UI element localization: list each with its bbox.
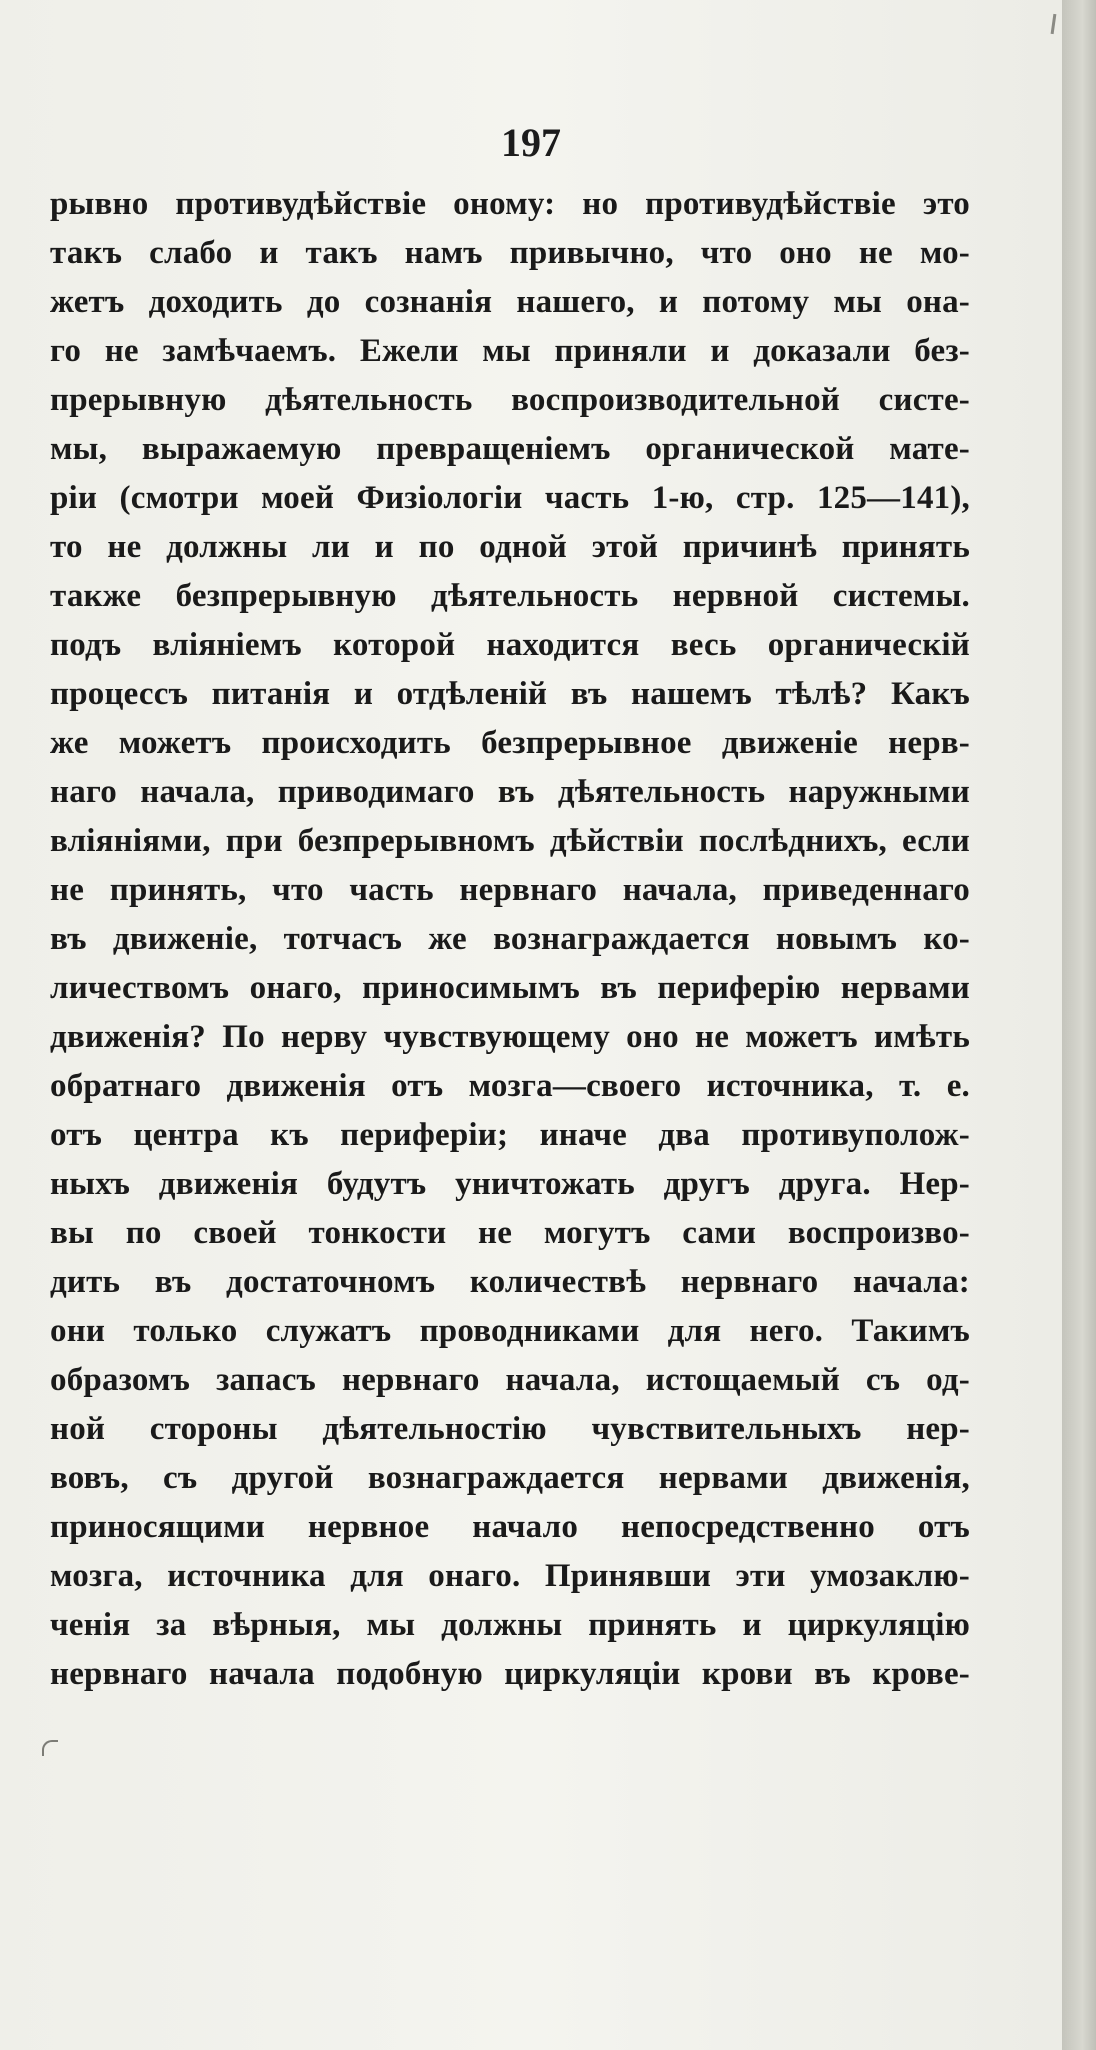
text-line: го не замѣчаемъ. Ежели мы приняли и доказали без- [50, 333, 970, 369]
text-line: ріи (смотри моей Физіологіи часть 1-ю, стр. 125—141), [50, 480, 970, 516]
text-line: образомъ запасъ нервнаго начала, истощаемый съ од- [50, 1362, 970, 1398]
text-line: мы, выражаемую превращеніемъ органической мате- [50, 431, 970, 467]
page-edge [1062, 0, 1096, 2050]
text-line: вы по своей тонкости не могутъ сами воспроизво- [50, 1215, 970, 1251]
text-line: не принять, что часть нервнаго начала, приведеннаго [50, 872, 970, 908]
text-line: ченія за вѣрныя, мы должны принять и циркуляцію [50, 1607, 970, 1643]
text-line: мозга, источника для онаго. Принявши эти умозаклю- [50, 1558, 970, 1594]
text-line: личествомъ онаго, приносимымъ въ периферію нервами [50, 970, 970, 1006]
page-number: 197 [501, 120, 561, 165]
text-line: рывно противудѣйствіе оному: но противудѣйствіе это [50, 186, 970, 222]
text-line: наго начала, приводимаго въ дѣятельность наружными [50, 774, 970, 810]
text-line: нервнаго начала подобную циркуляціи крови въ крове- [50, 1656, 970, 1692]
text-line: жетъ доходить до сознанія нашего, и потому мы она- [50, 284, 970, 320]
text-line: движенія? По нерву чувствующему оно не можетъ имѣть [50, 1019, 970, 1055]
text-line: подъ вліяніемъ которой находится весь органическій [50, 627, 970, 663]
text-line: отъ центра къ периферіи; иначе два противуполож- [50, 1117, 970, 1153]
text-line: процессъ питанія и отдѣленій въ нашемъ тѣлѣ? Какъ [50, 676, 970, 712]
text-line: также безпрерывную дѣятельность нервной системы. [50, 578, 970, 614]
text-line: же можетъ происходить безпрерывное движеніе нерв- [50, 725, 970, 761]
text-line: дить въ достаточномъ количествѣ нервнаго начала: [50, 1264, 970, 1300]
text-line: въ движеніе, тотчасъ же вознаграждается новымъ ко- [50, 921, 970, 957]
text-line: приносящими нервное начало непосредственно отъ [50, 1509, 970, 1545]
text-line: то не должны ли и по одной этой причинѣ принять [50, 529, 970, 565]
text-line: обратнаго движенія отъ мозга—своего источника, т. е. [50, 1068, 970, 1104]
text-line: они только служатъ проводниками для него. Такимъ [50, 1313, 970, 1349]
text-line: вовъ, съ другой вознаграждается нервами движенія, [50, 1460, 970, 1496]
text-line: ныхъ движенія будутъ уничтожать другъ друга. Нер- [50, 1166, 970, 1202]
text-line: такъ слабо и такъ намъ привычно, что оно не мо- [50, 235, 970, 271]
margin-mark [42, 1740, 58, 1756]
text-line: прерывную дѣятельность воспроизводительной систе- [50, 382, 970, 418]
text-line: ной стороны дѣятельностію чувствительныхъ нер- [50, 1411, 970, 1447]
body-text [50, 180, 970, 1699]
text-line: вліяніями, при безпрерывномъ дѣйствіи послѣднихъ, если [50, 823, 970, 859]
